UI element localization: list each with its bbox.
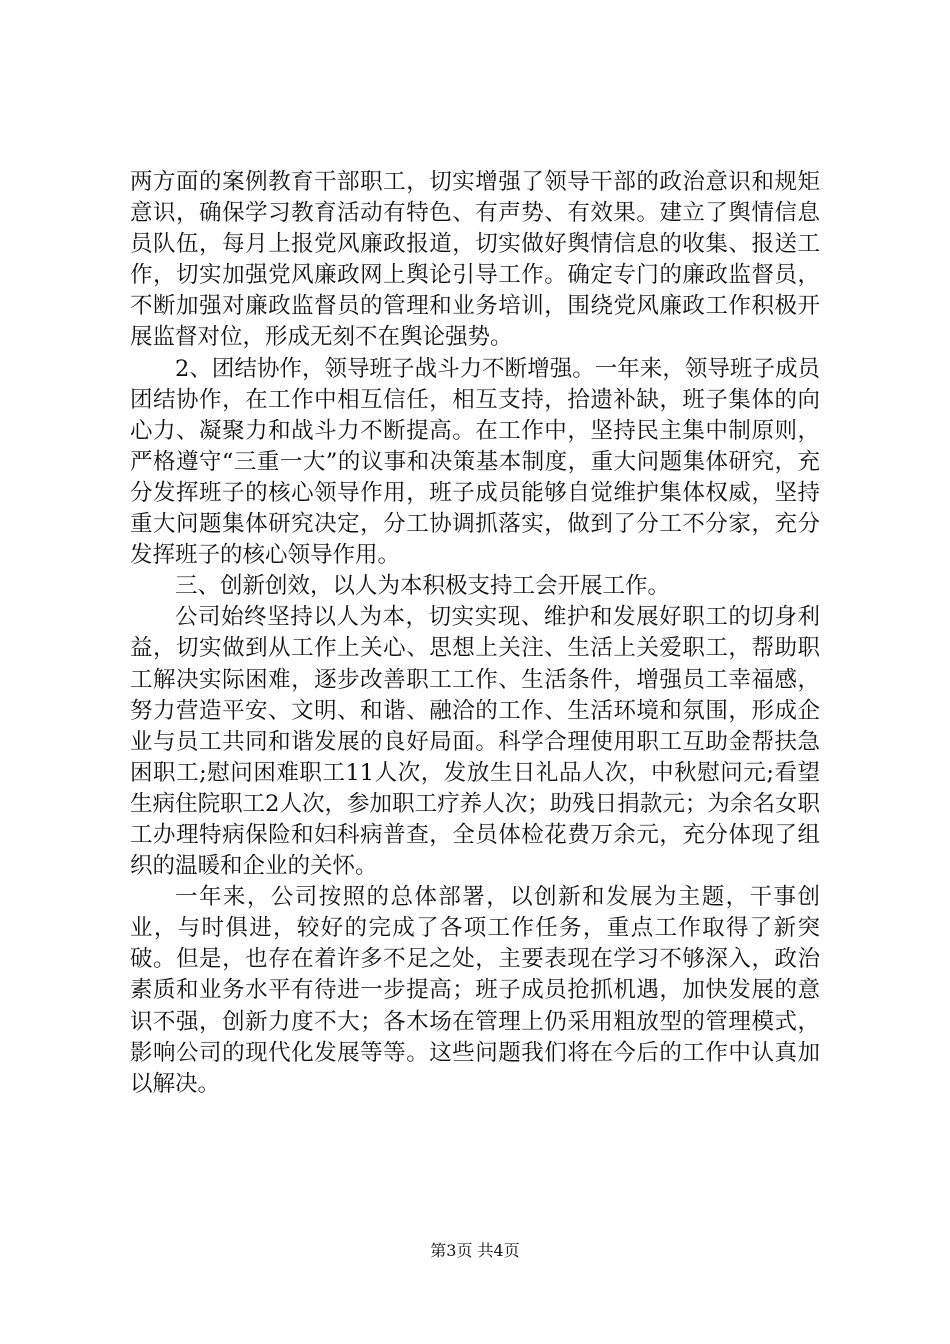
paragraph-2: 2、团结协作，领导班子战斗力不断增强。一年来，领导班子成员团结协作，在工作中相互信任，相互支持，拾遗补缺，班子集体的向心力、凝聚力和战斗力不断提高。在工作中，坚持民主集中制原则，严格遵守“三重一大”的议事和决策基本制度，重大问题集体研究，充分发挥班子的核心领导作用，班子成员能够自觉维护集体权威，坚持重大问题集体研究决定，分工协调抓落实，做到了分工不分家，充分发挥班子的核心领导作用。 <box>130 355 820 569</box>
paragraph-5: 一年来，公司按照的总体部署，以创新和发展为主题，干事创业，与时俱进，较好的完成了各项工作任务，重点工作取得了新突破。但是，也存在着许多不足之处，主要表现在学习不够深入，政治素质和业务水平有待进一步提高；班子成员抢抓机遇，加快发展的意识不强，创新力度不大；各木场在管理上仍采用粗放型的管理模式，影响公司的现代化发展等等。这些问题我们将在今后的工作中认真加以解决。 <box>130 884 820 1097</box>
document-body <box>130 167 820 1100</box>
paragraph-4: 公司始终坚持以人为本，切实实现、维护和发展好职工的切身利益，切实做到从工作上关心、思想上关注、生活上关爱职工，帮助职工解决实际困难，逐步改善职工工作、生活条件，增强员工幸福感，努力营造平安、文明、和谐、融洽的工作、生活环境和氛围，形成企业与员工共同和谐发展的良好局面。科学合理使用职工互助金帮扶急困职工;慰问困难职工11人次，发放生日礼品人次，中秋慰问元;看望生病住院职工2人次，参加职工疗养人次；助残日捐款元；为余名女职工办理特病保险和妇科病普查，全员体检花费万余元，充分体现了组织的温暖和企业的关怀。 <box>130 604 820 880</box>
paragraph-1: 两方面的案例教育干部职工，切实增强了领导干部的政治意识和规矩意识，确保学习教育活动有特色、有声势、有效果。建立了舆情信息员队伍，每月上报党风廉政报道，切实做好舆情信息的收集、报送工作，切实加强党风廉政网上舆论引导工作。确定专门的廉政监督员，不断加强对廉政监督员的管理和业务培训，围绕党风廉政工作积极开展监督对位，形成无刻不在舆论强势。 <box>130 169 820 351</box>
page-number-footer: 第3页 共4页 <box>430 1241 520 1260</box>
section-heading-3: 三、创新创效，以人为本积极支持工会开展工作。 <box>175 573 671 600</box>
